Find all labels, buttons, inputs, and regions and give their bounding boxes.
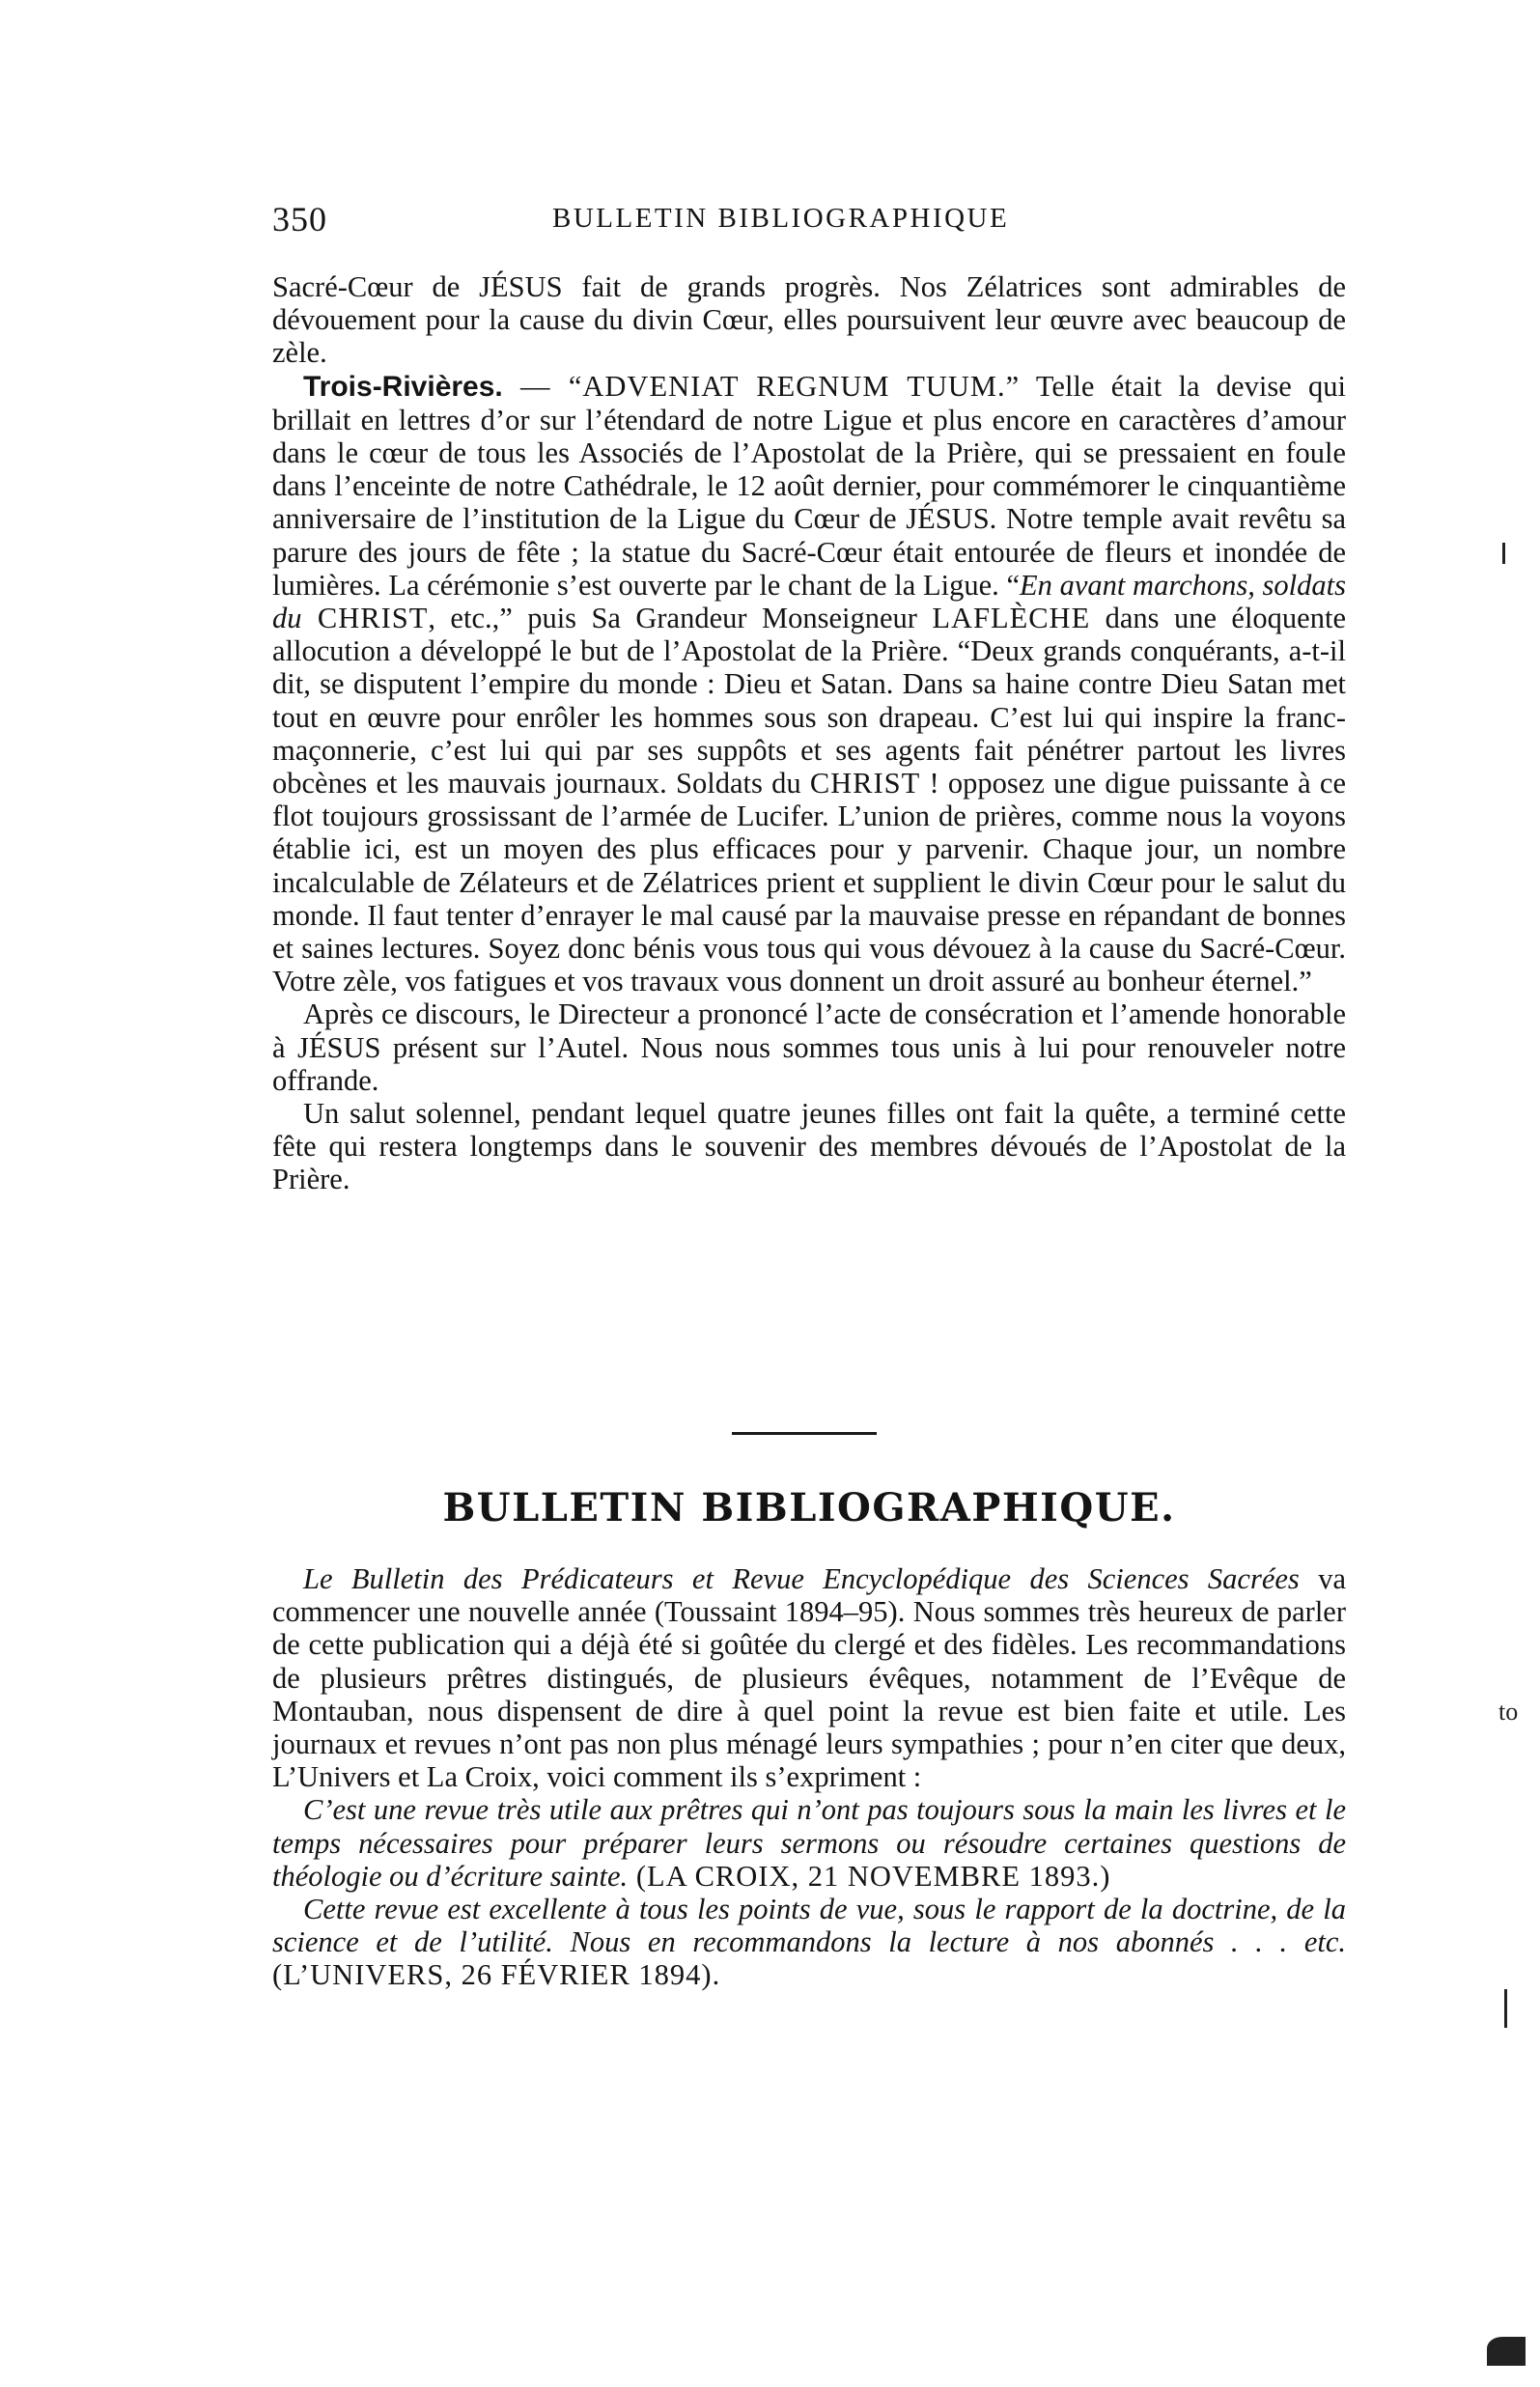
margin-fragment: to xyxy=(1498,1698,1519,1726)
running-head xyxy=(272,199,1344,241)
small-caps-segment: CHRIST xyxy=(301,602,429,635)
section-title: BULLETIN BIBLIOGRAPHIQUE. xyxy=(442,1485,1176,1530)
quote-l-univers xyxy=(272,1893,1346,1992)
edge-mark xyxy=(1504,1989,1507,2028)
quote-source: (L’UNIVERS, 26 FÉVRIER 1894). xyxy=(272,1958,721,1992)
small-caps-segment: CHRIST xyxy=(809,767,921,800)
bibliography-text xyxy=(272,1562,1346,1992)
quote-text: Cette revue est excellente à tous les points de vue, sous le rapport de la doctrine, de la science et de l’utilité. Nous en recommandons la lecture à nos abonnés . . . etc. xyxy=(272,1893,1346,1959)
edge-mark xyxy=(1502,543,1505,564)
text-segment: dans une éloquente allocution a développé le but de l’Apostolat de la Prière. “Deux grands conquérants, a-t-il dit, se disputent l’empire du monde : Dieu et Satan. Dans sa haine contre Dieu Satan met tout en œuvre pour enrôler les hommes sous son drapeau. C’est lui qui inspire la franc-maçonnerie, c’est lui qui par ses suppôts et ses agents fait pénétrer partout les livres obcènes et les mauvais journaux. Soldats du xyxy=(272,602,1346,800)
paragraph-trois-rivieres xyxy=(272,370,1346,998)
text-segment: , etc.,” puis Sa Grandeur Monseigneur xyxy=(428,602,933,635)
quote-text: C’est une revue très utile aux prêtres qui n’ont pas toujours sous la main les livres et le temps nécessaires pour préparer leurs sermons ou résoudre certaines questions de théologie ou d’écriture sainte. xyxy=(272,1793,1346,1893)
text-segment: va commencer une nouvelle année (Toussaint 1894–95). Nous sommes très heureux de parler de cette publication qui a déjà été si goûtée du clergé et des fidèles. Les recommandations de plusieurs prêtres distingués, de plusieurs évêques, notamment de l’Evêque de Montauban, nous dispensent de dire à quel point la revue est bien faite et utile. Les journaux et revues n’ont pas non plus ménagé leurs sympathies ; pour n’en citer que deux, L’Univers et La Croix, voici comment ils s’expriment : xyxy=(272,1562,1346,1794)
paragraph-salut: Un salut solennel, pendant lequel quatre jeunes filles ont fait la quête, a terminé cette fête qui restera longtemps dans le souvenir des membres dévoués de l’Apostolat de la Prière. xyxy=(272,1097,1346,1196)
small-caps-name: LAFLÈCHE xyxy=(932,602,1091,635)
quote-source: (LA CROIX, 21 NOVEMBRE 1893.) xyxy=(628,1859,1111,1893)
paragraph-bulletin xyxy=(272,1562,1346,1793)
italic-segment: En avant marchons, soldats du xyxy=(272,568,1346,635)
motto: — “ADVENIAT REGNUM TUUM.” xyxy=(502,369,1021,403)
top-section-text xyxy=(272,270,1346,1196)
italic-title: Le Bulletin des Prédicateurs et Revue Encyclopédique des Sciences Sacrées xyxy=(303,1562,1300,1595)
text-segment: ! opposez une digue puissante à ce flot toujours grossissant de l’armée de Lucifer. L’union de prières, comme nous la voyons établie ici, est un moyen des plus efficaces pour y parvenir. Chaque jour, un nombre incalculable de Zélateurs et de Zélatrices prient et supplient le divin Cœur pour le salut du monde. Il faut tenter d’enrayer le mal causé par la mauvaise presse en répandant de bonnes et saines lectures. Soyez donc bénis vous tous qui vous dévouez à la cause du Sacré-Cœur. Votre zèle, vos fatigues et vos travaux vous donnent un droit assuré au bonheur éternel.” xyxy=(272,767,1346,998)
quote-la-croix xyxy=(272,1793,1346,1893)
running-title: BULLETIN BIBLIOGRAPHIQUE xyxy=(552,203,1010,234)
page-number: 350 xyxy=(272,200,327,239)
edge-mark xyxy=(1487,2337,1526,2366)
paragraph-discours: Après ce discours, le Directeur a prononcé l’acte de consécration et l’amende honorable à JÉSUS présent sur l’Autel. Nous nous sommes tous unis à lui pour renouveler notre offrande. xyxy=(272,997,1346,1097)
text-segment: Telle était la devise qui brillait en lettres d’or sur l’étendard de notre Ligue et plus encore en caractères d’amour dans le cœur de tous les Associés de l’Apostolat de la Prière, qui se pressaient en foule dans l’enceinte de notre Cathédrale, le 12 août dernier, pour commémorer le cinquantième anniversaire de l’institution de la Ligue du Cœur de JÉSUS. Notre temple avait revêtu sa parure des jours de fête ; la statue du Sacré-Cœur était entourée de fleurs et inondée de lumières. La cérémonie s’est ouverte par le chant de la Ligue. “ xyxy=(272,369,1346,602)
section-divider xyxy=(732,1432,877,1435)
runin-heading: Trois-Rivières. xyxy=(303,370,503,403)
paragraph-continuation: Sacré-Cœur de JÉSUS fait de grands progrès. Nos Zélatrices sont admirables de dévouement pour la cause du divin Cœur, elles poursuivent leur œuvre avec beaucoup de zèle. xyxy=(272,270,1346,370)
